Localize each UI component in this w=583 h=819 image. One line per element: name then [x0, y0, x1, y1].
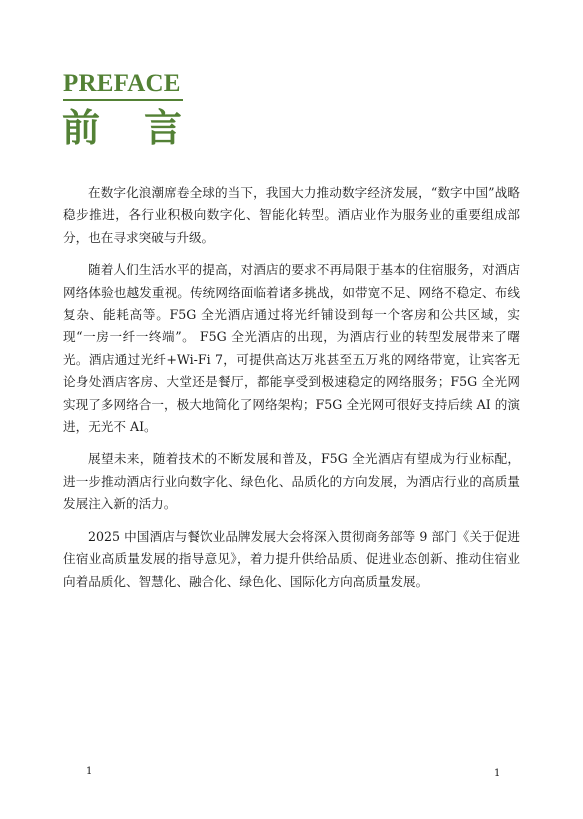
paragraph-2: 随着人们生活水平的提高，对酒店的要求不再局限于基本的住宿服务，对酒店网络体验也越发重视。传统网络面临着诸多挑战，如带宽不足、网络不稳定、布线复杂、能耗高等。F5G 全光酒店通过将光纤铺设到每一个客房和公共区域，实现“一房一纤一终端”。 F5G 全光酒店的出现，为酒店行业的转型发展带来了曙光。酒店通过光纤+Wi-Fi 7，可提供高达万兆甚至五万兆的网络带宽，让宾客无论身处酒店客房、大堂还是餐厅，都能享受到极速稳定的网络服务；F5G 全光网实现了多网络合一，极大地简化了网络架构；F5G 全光网可很好支持后续 AI 的演进，无光不 AI。: [63, 262, 520, 435]
preface-heading-english: PREFACE: [63, 70, 181, 97]
preface-body: [63, 182, 520, 603]
page-number-right: 1: [494, 768, 501, 779]
paragraph-3: 展望未来，随着技术的不断发展和普及，F5G 全光酒店有望成为行业标配，进一步推动酒店行业向数字化、绿色化、品质化的方向发展，为酒店行业的高质量发展注入新的活力。: [63, 451, 520, 512]
paragraph-4: 2025 中国酒店与餐饮业品牌发展大会将深入贯彻商务部等 9 部门《关于促进住宿业高质量发展的指导意见》，着力提升供给品质、促进业态创新、推动住宿业向着品质化、智慧化、融合化、绿色化、国际化方向高质量发展。: [63, 528, 520, 589]
preface-heading-chinese: 前言: [62, 106, 227, 150]
heading-underline: [63, 99, 183, 101]
page-number-left: 1: [86, 766, 93, 777]
paragraph-1: 在数字化浪潮席卷全球的当下，我国大力推动数字经济发展，“数字中国”战略稳步推进，各行业积极向数字化、智能化转型。酒店业作为服务业的重要组成部分，也在寻求突破与升级。: [63, 185, 520, 245]
